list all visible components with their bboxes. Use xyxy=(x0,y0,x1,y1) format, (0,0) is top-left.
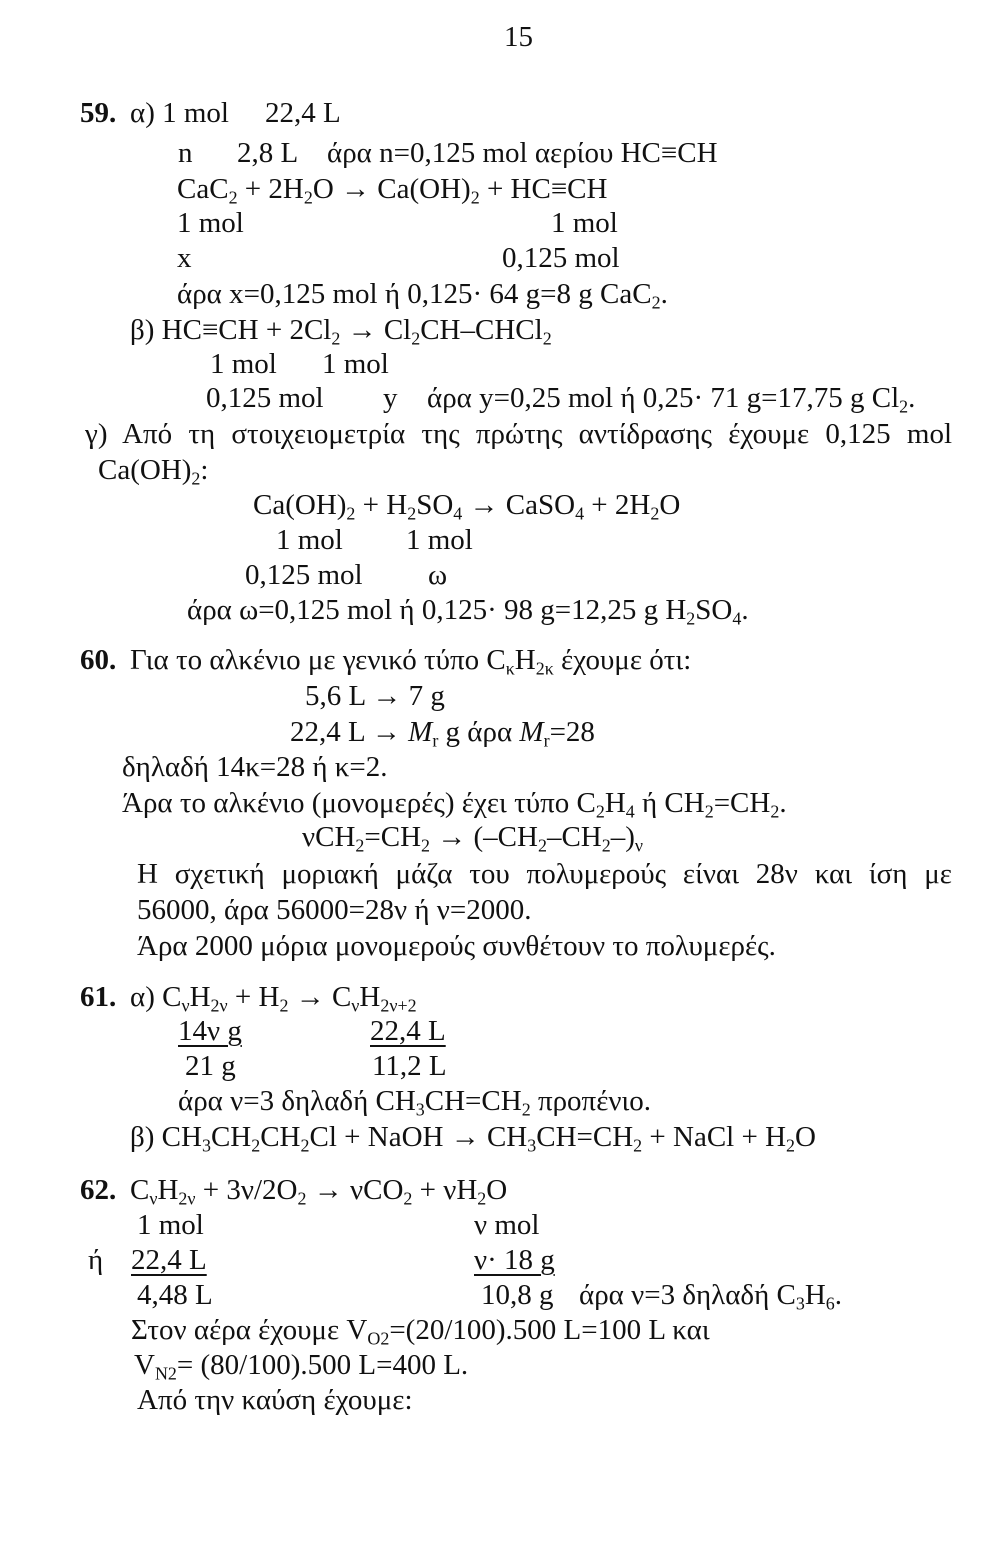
p59-row2-volume: 2,8 L xyxy=(237,137,299,169)
p59-row1-volume: 22,4 L xyxy=(265,97,341,129)
p60-line1: 5,6 L → 7 g xyxy=(305,680,445,712)
p62-row3-volume: 4,48 L xyxy=(137,1279,213,1311)
p62-air-line1: Στον αέρα έχουμε $V_{O2}=(20/100).500$ L=100 L και xyxy=(131,1314,710,1349)
p59-result3: άρα ω=0,125 mol ή 0,125· 98 g=12,25 g $H_2SO_4$. xyxy=(187,594,749,629)
p61-row1-volume: 22,4 L xyxy=(370,1015,446,1047)
p60-line3: δηλαδή 14κ=28 ή κ=2. xyxy=(122,751,388,783)
p61-row2-mass: 21 g xyxy=(185,1050,236,1082)
p61-row1-mass: 14ν g xyxy=(178,1015,242,1047)
p59-reaction1-known: 0,125 mol xyxy=(502,242,620,274)
p62-row1-nu-mol: ν mol xyxy=(474,1209,540,1241)
p59-reaction1: $CaC_2 + 2H_2O \to Ca(OH)_2 + HC\equiv CH$ xyxy=(177,173,608,208)
p59-reaction2-known: 0,125 mol xyxy=(206,382,324,414)
problem-59-number: 59. xyxy=(80,97,117,129)
p61-reaction: α) $C_\nu H_{2\nu} + H_2 \to C_\nu H_{2\nu+2}$ xyxy=(130,981,417,1016)
p59-gamma-line2: $Ca(OH)_2$: xyxy=(98,454,209,489)
p59-reaction2-y: y xyxy=(383,382,398,414)
p60-line2: 22,4 $L \to M_r$ g άρα $M_r=28$ xyxy=(290,716,595,751)
p61-row2-volume: 11,2 L xyxy=(372,1050,447,1082)
p61-result: άρα ν=3 δηλαδή $CH_3CH=CH_2$ προπένιο. xyxy=(178,1085,652,1120)
p60-text-line1: Η σχετική μοριακή μάζα του πολυμερούς είναι 28ν και ίση με xyxy=(137,858,952,890)
problem-62-number: 62. xyxy=(80,1174,117,1206)
p62-row3-result: άρα ν=3 δηλαδή $C_3H_6$. xyxy=(579,1279,843,1314)
p60-line4: Άρα το αλκένιο (μονομερές) έχει τύπο $C_2H_4$ ή $CH_2=CH_2$. xyxy=(122,787,787,822)
p61-reaction2: β) $CH_3CH_2CH_2Cl$ + NaOH → $CH_3CH=CH_2$ + NaCl + $H_2O$ xyxy=(130,1121,816,1156)
p62-combustion: Από την καύση έχουμε: xyxy=(137,1384,413,1416)
p59-reaction1-x: x xyxy=(177,242,192,274)
p59-reaction3-omega: ω xyxy=(428,559,448,591)
p59-reaction1-mol-right: 1 mol xyxy=(551,207,618,239)
p59-reaction3-known: 0,125 mol xyxy=(245,559,363,591)
page-number: 15 xyxy=(504,21,533,53)
p59-result1: άρα x=0,125 mol ή 0,125· 64 g=8 g CaC$_2$. xyxy=(177,278,668,313)
problem-60-number: 60. xyxy=(80,644,117,676)
p59-reaction2-mol-right: 1 mol xyxy=(322,348,389,380)
p62-row1-mol: 1 mol xyxy=(137,1209,204,1241)
p60-conclusion: Άρα 2000 μόρια μονομερούς συνθέτουν το πολυμερές. xyxy=(137,930,776,962)
p62-reaction: $C_\nu H_{2\nu} + 3\nu/2O_2 \to \nu CO_2 + \nu H_2O$ xyxy=(130,1174,508,1209)
p59-reaction3: $Ca(OH)_2 + H_2SO_4$ → CaSO$_4$ + $2H_2O$ xyxy=(253,489,681,524)
p59-reaction1-mol-left: 1 mol xyxy=(177,207,244,239)
problem-61-number: 61. xyxy=(80,981,117,1013)
p62-row2-volume: 22,4 L xyxy=(131,1244,207,1276)
p59-row1-mol: α) 1 mol xyxy=(130,97,229,129)
p59-row2-result: άρα n=0,125 mol αερίου HC≡CH xyxy=(327,137,718,169)
p62-row3-mass: 10,8 g xyxy=(481,1279,554,1311)
p59-gamma-line1: γ) Από τη στοιχειομετρία της πρώτης αντίδρασης έχουμε 0,125 mol xyxy=(85,418,952,450)
p60-text-line2: 56000, άρα 56000=28ν ή ν=2000. xyxy=(137,894,532,926)
p59-reaction2: β) $HC\equiv CH + 2Cl_2$ → $Cl_2CH-CHCl_2$ xyxy=(130,314,552,349)
p62-row2-mass: ν· 18 g xyxy=(474,1244,555,1276)
p62-air-line2: $V_{N2}= (80/100).500$ L=400 L. xyxy=(134,1349,469,1384)
p59-row2-n: n xyxy=(178,137,193,169)
p59-reaction3-mol-right: 1 mol xyxy=(406,524,473,556)
p59-reaction3-mol-left: 1 mol xyxy=(276,524,343,556)
p59-reaction2-mol-left: 1 mol xyxy=(210,348,277,380)
p59-result2: άρα y=0,25 mol ή 0,25· 71 g=17,75 g $Cl_2$. xyxy=(427,382,916,417)
p62-row2-or: ή xyxy=(88,1244,104,1276)
p60-intro: Για το αλκένιο με γενικό τύπο $C_\kappa H_{2\kappa}$ έχουμε ότι: xyxy=(130,644,692,679)
p60-polymerization: $\nu CH_2=CH_2 \to (-CH_2-CH_2-)_\nu$ xyxy=(302,821,644,856)
